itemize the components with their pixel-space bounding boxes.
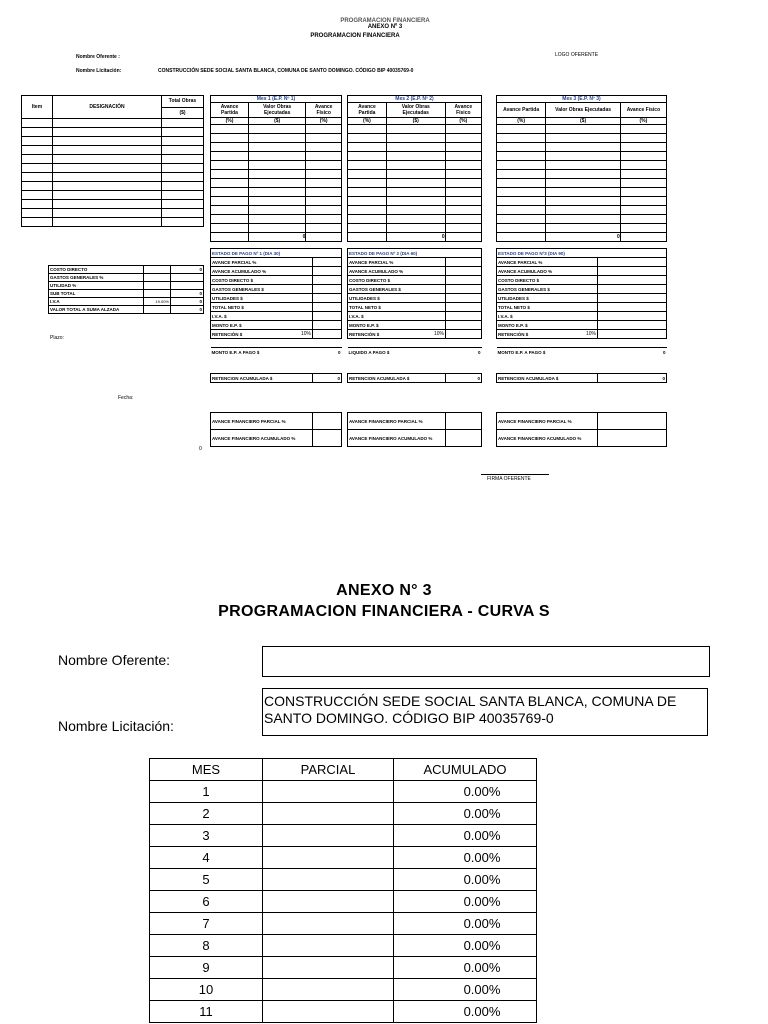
ret-acum-1-value: 0	[313, 374, 342, 383]
summary-pct	[144, 306, 171, 314]
month3-unit-3: (%)	[620, 118, 666, 125]
table-row	[348, 215, 482, 224]
table-row	[497, 206, 667, 215]
summary-row	[49, 306, 204, 314]
overlap-title: PROGRAMACION FINANCIERA	[340, 18, 430, 24]
ep1-table	[210, 248, 342, 356]
summary-label: I.V.A	[49, 298, 144, 306]
month1-unit-1: (%)	[211, 118, 249, 125]
table-row	[22, 164, 204, 173]
table-row	[150, 913, 537, 935]
row-mes: 4	[150, 847, 263, 869]
ret-acum-1	[210, 373, 342, 383]
table-row	[22, 128, 204, 137]
oferente-label-2: Nombre Oferente:	[58, 652, 171, 668]
row-acumulado: 0.00%	[394, 847, 537, 869]
table-row	[211, 134, 342, 143]
table-row	[211, 161, 342, 170]
ep2-monto-pago-label: LIQUIDO A PAGO $	[348, 349, 390, 355]
table-row	[497, 188, 667, 197]
month1-col-valor-obras: Valor Obras Ejecutadas	[249, 103, 306, 118]
items-table	[21, 95, 204, 227]
ret-acum-2-value: 0	[446, 374, 482, 383]
row-acumulado: 0.00%	[394, 803, 537, 825]
summary-label: UTILIDAD %	[49, 282, 144, 290]
col-designacion: DESIGNACIÓN	[53, 96, 162, 119]
summary-value: 0	[171, 290, 204, 298]
anexo-title: ANEXO N° 3	[336, 582, 432, 599]
row-parcial	[263, 979, 394, 1001]
month2-col-valor-obras: Valor Obras Ejecutadas	[386, 103, 445, 118]
table-row	[211, 188, 342, 197]
table-row	[22, 191, 204, 200]
row-acumulado: 0.00%	[394, 1001, 537, 1023]
table-row	[211, 197, 342, 206]
row-mes: 8	[150, 935, 263, 957]
table-row	[348, 125, 482, 134]
plazo-label: Plazo:	[50, 335, 64, 341]
ret-acum-3-value: 0	[598, 374, 667, 383]
row-parcial	[263, 913, 394, 935]
col-mes: MES	[150, 759, 263, 781]
fin-2	[347, 412, 482, 447]
summary-table	[48, 265, 204, 314]
summary-label: COSTO DIRECTO	[49, 266, 144, 274]
ep1-row: AVANCE ACUMULADO %	[211, 267, 313, 276]
ep2-row: COSTO DIRECTO $	[348, 276, 446, 285]
ep3-retencion-pct: 10%	[585, 330, 596, 337]
row-parcial	[263, 891, 394, 913]
table-row	[211, 143, 342, 152]
ep1-monto-pago-value: 0	[337, 349, 341, 355]
ep1-row: GASTOS GENERALES $	[211, 285, 313, 294]
month1-unit-3: (%)	[306, 118, 342, 125]
month2-col-avance-fisico: Avance Físico	[445, 103, 481, 118]
ep3-table	[496, 248, 667, 356]
month3-unit-1: (%)	[497, 118, 546, 125]
ep1-row: UTILIDADES $	[211, 294, 313, 303]
summary-pct	[144, 266, 171, 274]
row-mes: 6	[150, 891, 263, 913]
row-mes: 5	[150, 869, 263, 891]
ep2-table	[347, 248, 482, 356]
licitacion-field: CONSTRUCCIÓN SEDE SOCIAL SANTA BLANCA, COMUNA DE SANTO DOMINGO. CÓDIGO BIP 40035769-0	[262, 688, 708, 736]
table-row	[22, 182, 204, 191]
ep1-row: COSTO DIRECTO $	[211, 276, 313, 285]
table-row	[497, 134, 667, 143]
page-title: PROGRAMACION FINANCIERA	[310, 33, 400, 39]
month1-col-avance-fisico: Avance Físico	[306, 103, 342, 118]
table-row	[348, 206, 482, 215]
curva-s-table	[149, 758, 537, 1023]
table-row	[150, 825, 537, 847]
table-row	[22, 200, 204, 209]
ep2-row: AVANCE PARCIAL %	[348, 258, 446, 267]
row-parcial	[263, 1001, 394, 1023]
oferente-label: Nombre Oferente :	[76, 54, 120, 60]
table-row	[497, 233, 667, 242]
table-row	[150, 935, 537, 957]
ep3-row: UTILIDADES $	[497, 294, 598, 303]
licitacion-label: Nombre Licitación:	[76, 68, 122, 74]
month1-title: Mes 1 (E.P. Nº 1)	[211, 96, 342, 103]
summary-value	[171, 274, 204, 282]
table-row	[22, 155, 204, 164]
table-row	[348, 143, 482, 152]
month1-unit-2: ($)	[249, 118, 306, 125]
ret-acum-2-label: RETENCION ACUMULADA $	[348, 374, 446, 383]
ep2-row: AVANCE ACUMULADO %	[348, 267, 446, 276]
row-parcial	[263, 869, 394, 891]
ep1-row: I.V.A. $	[211, 312, 313, 321]
table-row	[150, 979, 537, 1001]
table-row	[348, 170, 482, 179]
table-row	[22, 146, 204, 155]
row-parcial	[263, 825, 394, 847]
row-parcial	[263, 781, 394, 803]
col-acumulado: ACUMULADO	[394, 759, 537, 781]
ep2-row: GASTOS GENERALES $	[348, 285, 446, 294]
ep1-row: MONTO E.P. $	[211, 321, 313, 330]
ep2-row: UTILIDADES $	[348, 294, 446, 303]
ep2-row: TOTAL NETO $	[348, 303, 446, 312]
row-mes: 9	[150, 957, 263, 979]
ep3-row: MONTO E.P. $	[497, 321, 598, 330]
table-row	[497, 215, 667, 224]
table-row	[348, 197, 482, 206]
summary-value: 0	[171, 266, 204, 274]
table-row	[497, 125, 667, 134]
ep3-row: GASTOS GENERALES $	[497, 285, 598, 294]
ep3-row: RETENCIÓN $	[498, 331, 529, 337]
table-row	[348, 161, 482, 170]
ep3-title: ESTADO DE PAGO Nº3 (DIA 90)	[497, 249, 667, 258]
col-parcial: PARCIAL	[263, 759, 394, 781]
row-acumulado: 0.00%	[394, 935, 537, 957]
table-row	[348, 224, 482, 233]
ret-acum-3-label: RETENCION ACUMULADA $	[497, 374, 598, 383]
table-row	[348, 179, 482, 188]
fecha-label: Fecha:	[118, 395, 134, 401]
ep2-monto-pago-value: 0	[477, 349, 481, 355]
month3-col-valor-obras: Valor Obras Ejecutadas	[546, 103, 621, 118]
table-row	[497, 170, 667, 179]
row-parcial	[263, 847, 394, 869]
curva-s-title: PROGRAMACION FINANCIERA - CURVA S	[218, 603, 550, 620]
ep1-retencion-pct: 10%	[300, 330, 311, 337]
ep3-row: TOTAL NETO $	[497, 303, 598, 312]
ep3-row: I.V.A. $	[497, 312, 598, 321]
fin-1-acumulado: AVANCE FINANCIERO ACUMULADO %	[211, 430, 313, 447]
summary-value: 0	[171, 298, 204, 306]
fin-2-parcial: AVANCE FINANCIERO PARCIAL %	[348, 413, 446, 430]
month1-total: 0	[249, 233, 306, 242]
table-row	[150, 1001, 537, 1023]
table-row	[150, 869, 537, 891]
oferente-field	[262, 646, 710, 677]
month3-col-avance-fisico: Avance Físico	[620, 103, 666, 118]
col-item: Item	[22, 96, 53, 119]
ret-acum-3	[496, 373, 667, 383]
row-acumulado: 0.00%	[394, 891, 537, 913]
summary-value: 0	[171, 306, 204, 314]
month2-title: Mes 2 (E.P. Nº 2)	[348, 96, 482, 103]
ep1-row: RETENCIÓN $	[212, 331, 243, 337]
table-row	[497, 143, 667, 152]
table-row	[22, 218, 204, 227]
table-row	[211, 206, 342, 215]
row-mes: 1	[150, 781, 263, 803]
logo-placeholder: LOGO OFERENTE	[555, 52, 599, 58]
month3-unit-2: ($)	[546, 118, 621, 125]
row-mes: 7	[150, 913, 263, 935]
ret-acum-2	[347, 373, 482, 383]
stray-zero: 0	[199, 446, 202, 452]
ret-acum-1-label: RETENCION ACUMULADA $	[211, 374, 313, 383]
table-row	[348, 188, 482, 197]
ep1-monto-pago-label: MONTO E.P. A PAGO $	[211, 349, 260, 355]
table-row	[348, 134, 482, 143]
fin-2-acumulado: AVANCE FINANCIERO ACUMULADO %	[348, 430, 446, 447]
row-mes: 2	[150, 803, 263, 825]
col-total-unit: ($)	[162, 107, 204, 119]
items-body	[22, 119, 204, 227]
ep2-row: MONTO E.P. $	[348, 321, 446, 330]
row-mes: 10	[150, 979, 263, 1001]
summary-pct	[144, 282, 171, 290]
summary-label: SUB TOTAL	[49, 290, 144, 298]
licitacion-label-2: Nombre Licitación:	[58, 718, 174, 734]
summary-label: VALOR TOTAL A SUMA ALZADA	[49, 306, 144, 314]
table-row	[150, 781, 537, 803]
ep2-row: I.V.A. $	[348, 312, 446, 321]
month3-total: 0	[546, 233, 621, 242]
fin-3-acumulado: AVANCE FINANCIERO ACUMULADO %	[497, 430, 598, 447]
table-row	[211, 170, 342, 179]
anexo-label: ANEXO Nº 3	[367, 24, 403, 30]
ep3-monto-pago-value: 0	[662, 349, 666, 355]
row-parcial	[263, 935, 394, 957]
row-acumulado: 0.00%	[394, 825, 537, 847]
month1-table	[210, 95, 342, 242]
ep1-row: AVANCE PARCIAL %	[211, 258, 313, 267]
ep2-row: RETENCIÓN $	[349, 331, 380, 337]
month2-unit-1: (%)	[348, 118, 387, 125]
month1-col-avance-partida: Avance Partida	[211, 103, 249, 118]
summary-row	[49, 266, 204, 274]
ep3-row: AVANCE ACUMULADO %	[497, 267, 598, 276]
ep2-retencion-pct: 10%	[433, 330, 444, 337]
month3-title: Mes 3 (E.P. Nº 3)	[497, 96, 667, 103]
ep3-row: AVANCE PARCIAL %	[497, 258, 598, 267]
table-row	[150, 803, 537, 825]
row-parcial	[263, 803, 394, 825]
table-row	[348, 233, 482, 242]
table-row	[211, 152, 342, 161]
ep2-title: ESTADO DE PAGO Nº 2 (DIA 60)	[348, 249, 482, 258]
table-row	[211, 215, 342, 224]
row-acumulado: 0.00%	[394, 979, 537, 1001]
ep3-row: COSTO DIRECTO $	[497, 276, 598, 285]
table-row	[497, 152, 667, 161]
month2-unit-2: ($)	[386, 118, 445, 125]
summary-row	[49, 282, 204, 290]
summary-row	[49, 274, 204, 282]
row-acumulado: 0.00%	[394, 781, 537, 803]
table-row	[150, 847, 537, 869]
table-row	[211, 224, 342, 233]
ep1-title: ESTADO DE PAGO Nº 1 (DIA 30)	[211, 249, 342, 258]
row-acumulado: 0.00%	[394, 957, 537, 979]
table-row	[22, 137, 204, 146]
firma-label: FIRMA OFERENTE	[487, 476, 531, 482]
table-row	[497, 224, 667, 233]
table-row	[22, 173, 204, 182]
table-row	[497, 197, 667, 206]
table-row	[211, 233, 342, 242]
table-row	[211, 125, 342, 134]
table-row	[22, 119, 204, 128]
month2-unit-3: (%)	[445, 118, 481, 125]
table-row	[211, 179, 342, 188]
summary-pct: 19.00%	[144, 298, 171, 306]
summary-value	[171, 282, 204, 290]
summary-pct	[144, 290, 171, 298]
ep1-row: TOTAL NETO $	[211, 303, 313, 312]
row-mes: 3	[150, 825, 263, 847]
month3-table	[496, 95, 667, 242]
table-row	[497, 161, 667, 170]
month2-total: 0	[386, 233, 445, 242]
row-acumulado: 0.00%	[394, 913, 537, 935]
fin-3	[496, 412, 667, 447]
fin-1-parcial: AVANCE FINANCIERO PARCIAL %	[211, 413, 313, 430]
summary-row	[49, 298, 204, 306]
month3-col-avance-partida: Avance Partida	[497, 103, 546, 118]
fin-1	[210, 412, 342, 447]
row-parcial	[263, 957, 394, 979]
table-row	[150, 957, 537, 979]
row-acumulado: 0.00%	[394, 869, 537, 891]
table-row	[22, 209, 204, 218]
col-total-obras: Total Obras	[162, 96, 204, 108]
licitacion-value: CONSTRUCCIÓN SEDE SOCIAL SANTA BLANCA, COMUNA DE SANTO DOMINGO. CÓDIGO BIP 40035769-0	[158, 68, 414, 74]
summary-pct	[144, 274, 171, 282]
firma-line	[481, 474, 549, 475]
table-row	[348, 152, 482, 161]
month2-table	[347, 95, 482, 242]
month2-col-avance-partida: Avance Partida	[348, 103, 387, 118]
table-row	[150, 891, 537, 913]
summary-label: GASTOS GENERALES %	[49, 274, 144, 282]
table-row	[497, 179, 667, 188]
fin-3-parcial: AVANCE FINANCIERO PARCIAL %	[497, 413, 598, 430]
summary-row	[49, 290, 204, 298]
row-mes: 11	[150, 1001, 263, 1023]
ep3-monto-pago-label: MONTO E.P. A PAGO $	[497, 349, 546, 355]
